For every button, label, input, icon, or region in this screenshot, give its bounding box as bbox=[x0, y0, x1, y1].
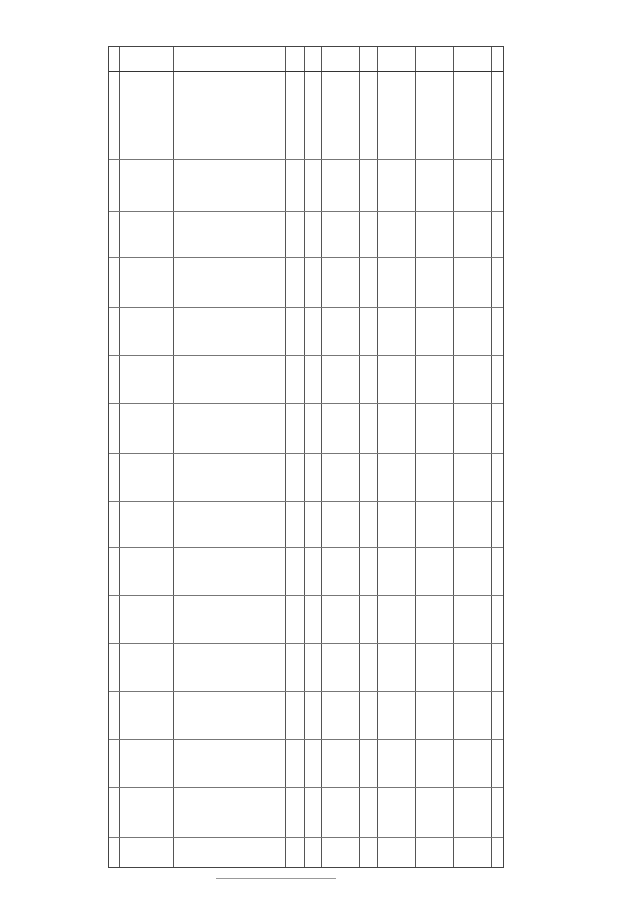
header-rule bbox=[109, 71, 503, 72]
column-rule bbox=[173, 47, 174, 867]
row-rule bbox=[109, 257, 503, 258]
row-rule bbox=[109, 739, 503, 740]
row-rule bbox=[109, 643, 503, 644]
column-rule bbox=[359, 47, 360, 867]
budget-table bbox=[108, 46, 504, 868]
row-rule bbox=[109, 403, 503, 404]
column-rule bbox=[415, 47, 416, 867]
row-rule bbox=[109, 787, 503, 788]
column-rule bbox=[285, 47, 286, 867]
row-rule bbox=[109, 453, 503, 454]
row-rule bbox=[109, 595, 503, 596]
column-rule bbox=[119, 47, 120, 867]
row-rule bbox=[109, 837, 503, 838]
row-rule bbox=[109, 307, 503, 308]
footer-rule bbox=[216, 878, 336, 879]
row-rule bbox=[109, 501, 503, 502]
column-rule bbox=[321, 47, 322, 867]
column-rule bbox=[453, 47, 454, 867]
row-rule bbox=[109, 691, 503, 692]
row-rule bbox=[109, 211, 503, 212]
row-rule bbox=[109, 159, 503, 160]
column-rule bbox=[491, 47, 492, 867]
row-rule bbox=[109, 547, 503, 548]
column-rule bbox=[304, 47, 305, 867]
row-rule bbox=[109, 355, 503, 356]
column-rule bbox=[377, 47, 378, 867]
